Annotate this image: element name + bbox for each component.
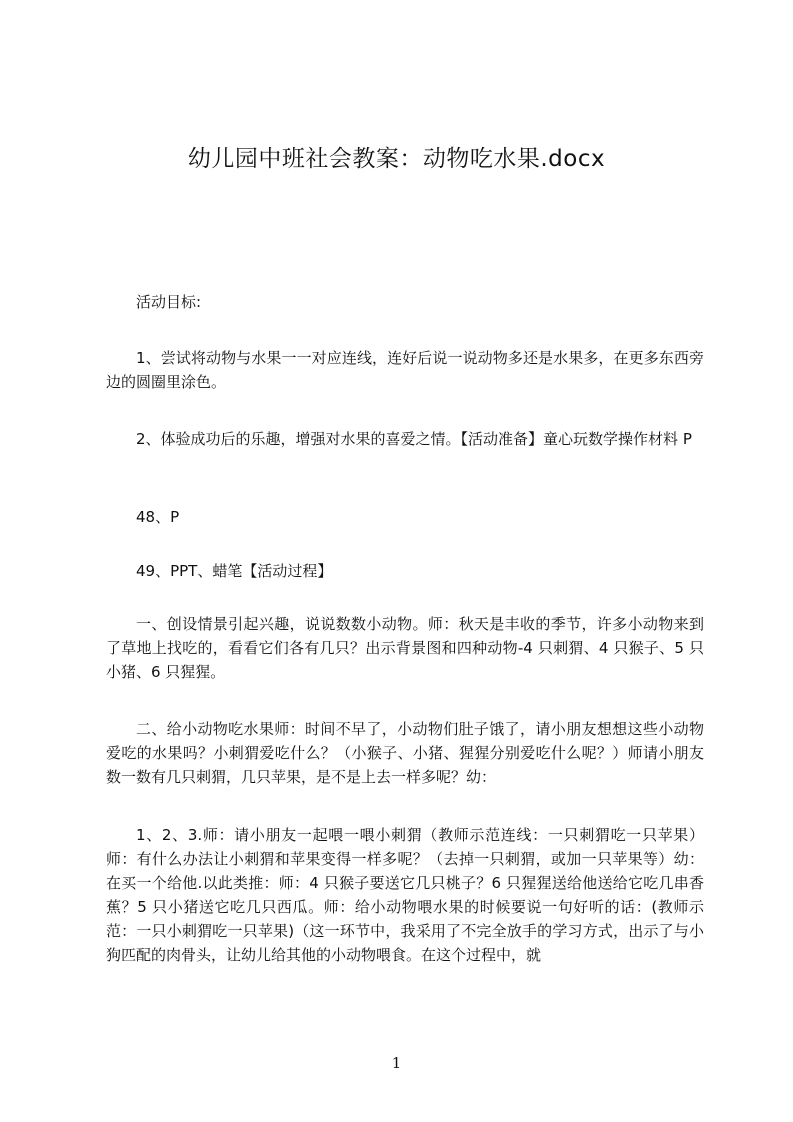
paragraph-goal-2: 2、体验成功后的乐趣，增强对水果的喜爱之情。【活动准备】童心玩数学操作材料 P: [136, 430, 692, 448]
page-number: 1: [391, 1054, 402, 1072]
paragraph-material-page-49: 49、PPT、蜡笔【活动过程】: [136, 562, 333, 580]
paragraph-goal-1: 1、尝试将动物与水果一一对应连线，连好后说一说动物多还是水果多，在更多东西旁边的圆圈里涂色。: [106, 349, 704, 391]
paragraph-process-step-2: 二、给小动物吃水果师：时间不早了，小动物们肚子饿了，请小朋友想想这些小动物爱吃的水果吗？小刺猬爱吃什么？（小猴子、小猪、猩猩分别爱吃什么呢？）师请小朋友数一数有几只刺猬，几只苹果，是不是上去一样多呢？幼：: [106, 720, 704, 786]
document-title: 幼儿园中班社会教案：动物吃水果.docx: [187, 146, 606, 172]
paragraph-process-step-1: 一、创设情景引起兴趣，说说数数小动物。师：秋天是丰收的季节，许多小动物来到了草地上找吃的，看看它们各有几只？出示背景图和四种动物-4 只刺猬、4 只猴子、5 只小猪、6 只猩猩。: [106, 615, 704, 681]
paragraph-activity-goals-heading: 活动目标:: [136, 293, 202, 311]
paragraph-process-step-3: 1、2、3.师：请小朋友一起喂一喂小刺猬（教师示范连线：一只刺猬吃一只苹果）师：有什么办法让小刺猬和苹果变得一样多呢？（去掉一只刺猬，或加一只苹果等）幼：在买一个给他.以此类推：师：4 只猴子要送它几只桃子？6 只猩猩送给他送给它吃几串香蕉？5 只小猪送它吃几只西瓜。师：给小动物喂水果的时候要说一句好听的话：(教师示范：一只小刺猬吃一只苹果)（这一环节中，我采用了不完全放手的学习方式，出示了与小狗匹配的肉骨头，让幼儿给其他的小动物喂食。在这个过程中，就: [106, 826, 704, 964]
paragraph-material-page-48: 48、P: [136, 508, 180, 526]
